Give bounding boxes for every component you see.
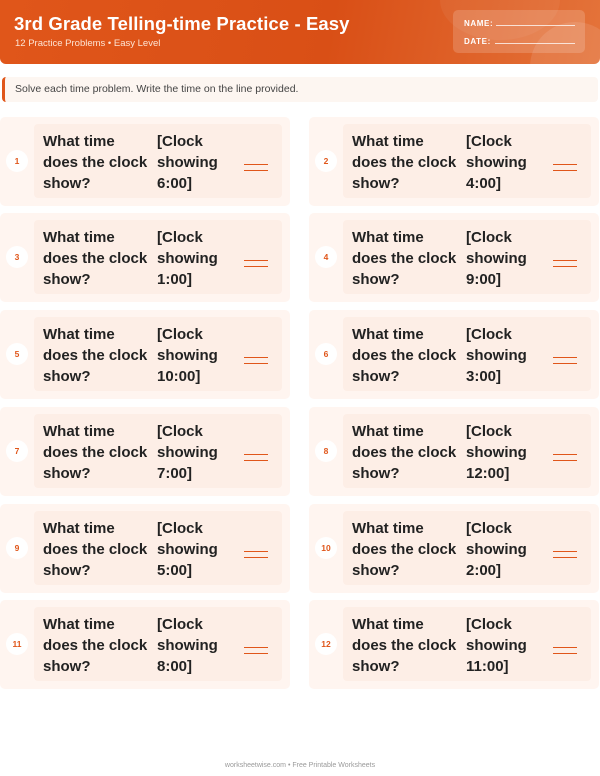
clock-line: [Clock [157, 616, 203, 633]
clock-line: showing [466, 637, 527, 654]
clock-line: [Clock [157, 229, 203, 246]
problem-number: 6 [315, 343, 337, 365]
date-field-line[interactable] [495, 43, 575, 44]
footer: worksheetwise.com • Free Printable Worksheets [224, 762, 376, 769]
name-date-box [453, 10, 585, 53]
clock-line: [Clock [466, 326, 512, 343]
clock-placeholder [466, 518, 527, 581]
clock-placeholder [157, 421, 218, 484]
clock-placeholder [466, 421, 527, 484]
question-line: show? [352, 658, 400, 675]
question-text [352, 131, 456, 194]
worksheet-subtitle: 12 Practice Problems • Easy Level [15, 38, 161, 49]
problem-number: 9 [6, 537, 28, 559]
problem-body [34, 511, 282, 585]
question-line: does the clock [43, 250, 148, 267]
question-line: What time [43, 616, 115, 633]
problem-number: 5 [6, 343, 28, 365]
clock-placeholder [157, 614, 218, 677]
question-text [352, 614, 456, 677]
clock-time: 12:00] [466, 465, 510, 482]
clock-line: showing [157, 541, 218, 558]
problem-number: 7 [6, 440, 28, 462]
question-line: does the clock [352, 541, 457, 558]
question-line: does the clock [352, 154, 457, 171]
problem-number: 1 [6, 150, 28, 172]
problem-body [343, 511, 591, 585]
question-line: What time [43, 133, 115, 150]
answer-line[interactable] [244, 454, 268, 461]
question-line: show? [43, 271, 91, 288]
problem-card [309, 310, 599, 399]
instructions-text: Solve each time problem. Write the time on the line provided. [15, 83, 299, 95]
question-text [43, 518, 147, 581]
answer-line[interactable] [553, 357, 577, 364]
question-line: show? [352, 562, 400, 579]
question-text [352, 324, 456, 387]
clock-line: [Clock [466, 616, 512, 633]
question-line: What time [43, 326, 115, 343]
problem-card [309, 117, 599, 206]
answer-line[interactable] [244, 647, 268, 654]
problem-body [34, 607, 282, 681]
problem-card [0, 407, 290, 496]
clock-placeholder [466, 324, 527, 387]
question-text [43, 227, 147, 290]
question-text [352, 518, 456, 581]
problem-card [309, 213, 599, 302]
clock-line: [Clock [466, 423, 512, 440]
question-line: does the clock [43, 637, 148, 654]
question-line: does the clock [352, 250, 457, 267]
problem-number: 3 [6, 246, 28, 268]
problem-body [343, 414, 591, 488]
answer-line[interactable] [244, 164, 268, 171]
clock-placeholder [466, 614, 527, 677]
clock-placeholder [466, 227, 527, 290]
clock-line: showing [157, 637, 218, 654]
clock-time: 5:00] [157, 562, 193, 579]
problem-body [343, 220, 591, 294]
question-text [352, 227, 456, 290]
problem-body [34, 124, 282, 198]
clock-line: [Clock [466, 229, 512, 246]
problem-body [343, 124, 591, 198]
clock-line: showing [466, 444, 527, 461]
question-text [43, 614, 147, 677]
question-line: does the clock [43, 541, 148, 558]
question-line: What time [352, 229, 424, 246]
question-line: does the clock [352, 444, 457, 461]
clock-line: showing [157, 347, 218, 364]
problem-card [309, 407, 599, 496]
problem-card [0, 504, 290, 593]
clock-line: [Clock [466, 520, 512, 537]
clock-line: showing [466, 250, 527, 267]
question-line: What time [43, 423, 115, 440]
clock-time: 9:00] [466, 271, 502, 288]
question-text [43, 421, 147, 484]
clock-placeholder [157, 227, 218, 290]
clock-time: 3:00] [466, 368, 502, 385]
problem-card [0, 213, 290, 302]
question-text [43, 324, 147, 387]
question-line: show? [43, 465, 91, 482]
clock-line: showing [157, 154, 218, 171]
name-label: NAME: [464, 19, 494, 28]
question-line: show? [43, 368, 91, 385]
clock-time: 6:00] [157, 175, 193, 192]
worksheet-title: 3rd Grade Telling-time Practice - Easy [14, 13, 350, 34]
date-label: DATE: [464, 37, 491, 46]
answer-line[interactable] [553, 454, 577, 461]
clock-line: [Clock [157, 133, 203, 150]
question-line: What time [43, 229, 115, 246]
answer-line[interactable] [553, 260, 577, 267]
clock-time: 2:00] [466, 562, 502, 579]
question-line: What time [352, 133, 424, 150]
problem-number: 2 [315, 150, 337, 172]
question-line: What time [352, 520, 424, 537]
clock-placeholder [157, 518, 218, 581]
question-line: show? [43, 175, 91, 192]
answer-line[interactable] [553, 551, 577, 558]
name-field-line[interactable] [496, 25, 575, 26]
clock-line: [Clock [157, 423, 203, 440]
problem-body [34, 220, 282, 294]
question-text [43, 131, 147, 194]
problem-card [309, 600, 599, 689]
clock-line: [Clock [157, 326, 203, 343]
clock-line: [Clock [466, 133, 512, 150]
problem-number: 10 [315, 537, 337, 559]
clock-line: showing [157, 444, 218, 461]
question-line: does the clock [43, 347, 148, 364]
clock-line: [Clock [157, 520, 203, 537]
problem-body [343, 317, 591, 391]
worksheet-header [0, 0, 600, 64]
clock-time: 7:00] [157, 465, 193, 482]
question-line: show? [352, 271, 400, 288]
instructions-box [2, 77, 598, 102]
question-line: What time [43, 520, 115, 537]
question-line: What time [352, 616, 424, 633]
problem-body [34, 317, 282, 391]
problem-body [343, 607, 591, 681]
question-line: does the clock [43, 444, 148, 461]
problem-card [0, 600, 290, 689]
clock-time: 11:00] [466, 658, 509, 675]
clock-time: 8:00] [157, 658, 193, 675]
clock-line: showing [466, 154, 527, 171]
answer-line[interactable] [244, 551, 268, 558]
answer-line[interactable] [244, 260, 268, 267]
clock-placeholder [466, 131, 527, 194]
question-line: What time [352, 423, 424, 440]
answer-line[interactable] [244, 357, 268, 364]
clock-line: showing [157, 250, 218, 267]
question-line: show? [43, 562, 91, 579]
question-line: show? [352, 368, 400, 385]
question-line: show? [43, 658, 91, 675]
problem-number: 8 [315, 440, 337, 462]
clock-time: 1:00] [157, 271, 193, 288]
clock-placeholder [157, 131, 218, 194]
question-text [352, 421, 456, 484]
question-line: does the clock [43, 154, 148, 171]
question-line: does the clock [352, 637, 457, 654]
question-line: show? [352, 465, 400, 482]
clock-time: 10:00] [157, 368, 201, 385]
clock-line: showing [466, 541, 527, 558]
problem-body [34, 414, 282, 488]
answer-line[interactable] [553, 164, 577, 171]
question-line: What time [352, 326, 424, 343]
question-line: does the clock [352, 347, 457, 364]
problem-card [0, 310, 290, 399]
problem-card [309, 504, 599, 593]
problem-card [0, 117, 290, 206]
clock-line: showing [466, 347, 527, 364]
clock-placeholder [157, 324, 218, 387]
answer-line[interactable] [553, 647, 577, 654]
problem-number: 4 [315, 246, 337, 268]
problem-number: 11 [6, 633, 28, 655]
clock-time: 4:00] [466, 175, 502, 192]
problem-number: 12 [315, 633, 337, 655]
question-line: show? [352, 175, 400, 192]
